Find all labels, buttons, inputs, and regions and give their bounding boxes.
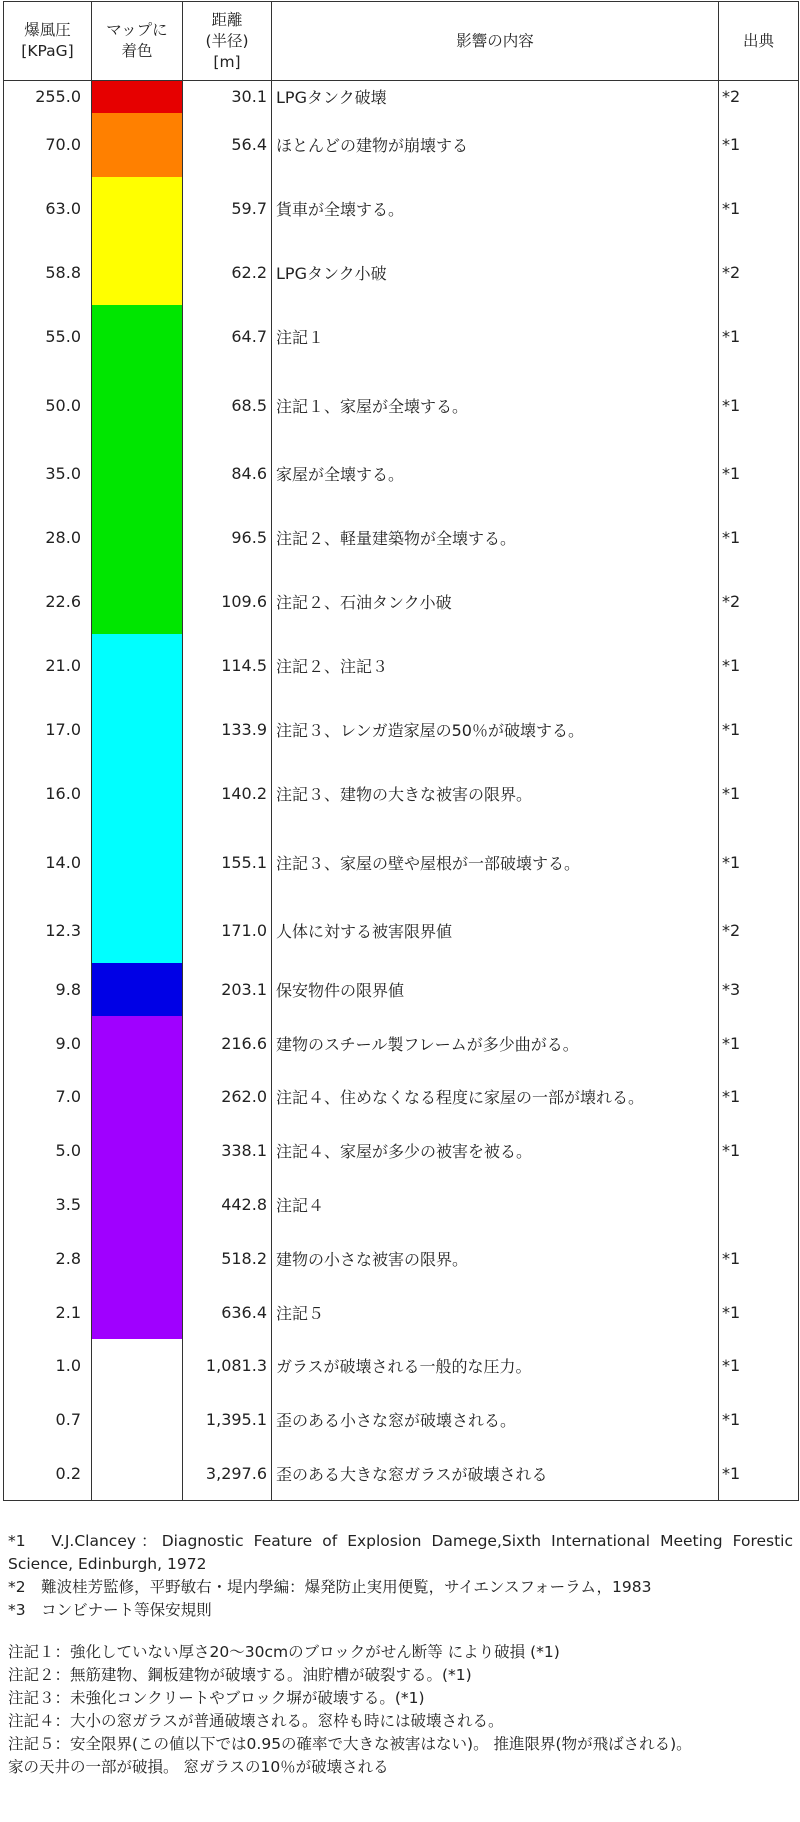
cell-effect: 貨車が全壊する。 (272, 177, 719, 241)
color-swatch (92, 826, 182, 898)
cell-pressure: 35.0 (4, 441, 92, 505)
header-effect: 影響の内容 (272, 2, 719, 81)
header-pressure-line2: [KPaG] (21, 42, 74, 60)
cell-effect: 注記５ (272, 1285, 719, 1339)
cell-map-color (92, 1446, 183, 1500)
cell-distance: 203.1 (183, 963, 272, 1017)
cell-source: *1 (719, 113, 799, 177)
cell-map-color (92, 1124, 183, 1178)
cell-effect: 人体に対する被害限界値 (272, 898, 719, 962)
color-swatch (92, 570, 182, 634)
cell-map-color (92, 1231, 183, 1285)
cell-map-color (92, 1016, 183, 1070)
header-color-line2: 着色 (121, 42, 153, 60)
cell-source: *1 (719, 1231, 799, 1285)
table-row (4, 898, 799, 962)
cell-source: *1 (719, 826, 799, 898)
cell-distance: 3,297.6 (183, 1446, 272, 1500)
cell-distance: 1,395.1 (183, 1393, 272, 1447)
table-row (4, 1070, 799, 1124)
cell-map-color (92, 570, 183, 634)
table-header (4, 2, 799, 81)
cell-pressure: 58.8 (4, 241, 92, 305)
color-swatch (92, 698, 182, 762)
cell-pressure: 63.0 (4, 177, 92, 241)
cell-source: *1 (719, 441, 799, 505)
cell-effect: 注記２、軽量建築物が全壊する。 (272, 505, 719, 569)
cell-distance: 216.6 (183, 1016, 272, 1070)
note-5: 注記５：安全限界(この値以下では0.95の確率で大きな被害はない)。 推進限界(物が飛ばされる)。 (8, 1735, 692, 1753)
cell-map-color (92, 826, 183, 898)
cell-map-color (92, 81, 183, 113)
cell-pressure: 50.0 (4, 369, 92, 441)
cell-effect: 注記２、石油タンク小破 (272, 570, 719, 634)
cell-effect: 注記１、家屋が全壊する。 (272, 369, 719, 441)
cell-effect: 注記４、住めなくなる程度に家屋の一部が壊れる。 (272, 1070, 719, 1124)
cell-distance: 30.1 (183, 81, 272, 113)
cell-source: *1 (719, 505, 799, 569)
cell-pressure: 16.0 (4, 762, 92, 826)
table-row (4, 241, 799, 305)
cell-source: *1 (719, 762, 799, 826)
cell-source: *2 (719, 898, 799, 962)
cell-effect: LPGタンク破壊 (272, 81, 719, 113)
cell-distance: 133.9 (183, 698, 272, 762)
color-swatch (92, 505, 182, 569)
reference-3: *3 コンビナート等保安規則 (8, 1601, 212, 1619)
color-swatch (92, 241, 182, 305)
cell-effect: 注記１ (272, 305, 719, 369)
cell-distance: 338.1 (183, 1124, 272, 1178)
cell-effect: 保安物件の限界値 (272, 963, 719, 1017)
table-row (4, 570, 799, 634)
cell-effect: LPGタンク小破 (272, 241, 719, 305)
color-swatch (92, 441, 182, 505)
cell-source: *2 (719, 241, 799, 305)
cell-map-color (92, 898, 183, 962)
table-row (4, 634, 799, 698)
color-swatch (92, 1339, 182, 1393)
cell-map-color (92, 1070, 183, 1124)
cell-pressure: 3.5 (4, 1178, 92, 1232)
cell-pressure: 2.8 (4, 1231, 92, 1285)
table-row (4, 698, 799, 762)
cell-distance: 64.7 (183, 305, 272, 369)
color-swatch (92, 1446, 182, 1500)
cell-pressure: 70.0 (4, 113, 92, 177)
cell-map-color (92, 634, 183, 698)
cell-source: *1 (719, 1124, 799, 1178)
color-swatch (92, 1231, 182, 1285)
reference-1: *1 V.J.Clancey：Diagnostic Feature of Explosion Damege,Sixth International Meeting Forestic Science, Edinburgh, 1972 (8, 1532, 793, 1573)
cell-distance: 1,081.3 (183, 1339, 272, 1393)
note-1: 注記１：強化していない厚さ20～30cmのブロックがせん断等 により破損 (*1) (8, 1643, 560, 1661)
header-color-line1: マップに (106, 21, 168, 39)
cell-source: *1 (719, 1339, 799, 1393)
header-distance-line3: [m] (213, 52, 241, 71)
spacer (8, 1622, 793, 1641)
cell-distance: 171.0 (183, 898, 272, 962)
cell-distance: 62.2 (183, 241, 272, 305)
cell-effect: ほとんどの建物が崩壊する (272, 113, 719, 177)
cell-source: *1 (719, 1393, 799, 1447)
color-swatch (92, 81, 182, 113)
table-row (4, 826, 799, 898)
color-swatch (92, 177, 182, 241)
cell-effect: 注記３、建物の大きな被害の限界。 (272, 762, 719, 826)
cell-source: *1 (719, 369, 799, 441)
cell-map-color (92, 241, 183, 305)
table-row (4, 1393, 799, 1447)
cell-pressure: 0.7 (4, 1393, 92, 1447)
cell-map-color (92, 113, 183, 177)
table-row (4, 1339, 799, 1393)
blast-pressure-table (3, 1, 799, 1501)
color-swatch (92, 1178, 182, 1232)
cell-distance: 59.7 (183, 177, 272, 241)
table-row (4, 963, 799, 1017)
cell-pressure: 21.0 (4, 634, 92, 698)
table-body (4, 81, 799, 1501)
cell-source: *1 (719, 1446, 799, 1500)
color-swatch (92, 1393, 182, 1447)
cell-distance: 114.5 (183, 634, 272, 698)
cell-distance: 155.1 (183, 826, 272, 898)
cell-map-color (92, 1178, 183, 1232)
table-row (4, 177, 799, 241)
cell-source: *1 (719, 634, 799, 698)
cell-pressure: 1.0 (4, 1339, 92, 1393)
cell-source: *1 (719, 1285, 799, 1339)
cell-pressure: 9.8 (4, 963, 92, 1017)
cell-map-color (92, 698, 183, 762)
table-row (4, 1016, 799, 1070)
table-row (4, 441, 799, 505)
cell-pressure: 7.0 (4, 1070, 92, 1124)
color-swatch (92, 898, 182, 962)
cell-distance: 140.2 (183, 762, 272, 826)
cell-source: *1 (719, 177, 799, 241)
cell-pressure: 12.3 (4, 898, 92, 962)
table-row (4, 113, 799, 177)
cell-source: *2 (719, 81, 799, 113)
cell-pressure: 14.0 (4, 826, 92, 898)
header-distance-line1: 距離 (211, 10, 243, 29)
cell-pressure: 22.6 (4, 570, 92, 634)
cell-map-color (92, 441, 183, 505)
cell-pressure: 2.1 (4, 1285, 92, 1339)
header-source: 出典 (719, 2, 799, 81)
table-row (4, 1285, 799, 1339)
cell-source: *1 (719, 305, 799, 369)
cell-map-color (92, 963, 183, 1017)
cell-map-color (92, 305, 183, 369)
table-row (4, 1446, 799, 1500)
table-row (4, 81, 799, 113)
header-distance (183, 2, 272, 81)
cell-pressure: 9.0 (4, 1016, 92, 1070)
cell-map-color (92, 369, 183, 441)
color-swatch (92, 963, 182, 1017)
table-row (4, 505, 799, 569)
color-swatch (92, 1070, 182, 1124)
color-swatch (92, 113, 182, 177)
cell-effect: 歪のある大きな窓ガラスが破壊される (272, 1446, 719, 1500)
cell-distance: 96.5 (183, 505, 272, 569)
cell-distance: 636.4 (183, 1285, 272, 1339)
color-swatch (92, 1285, 182, 1339)
footnotes (8, 1530, 793, 1779)
header-pressure (4, 2, 92, 81)
color-swatch (92, 634, 182, 698)
cell-map-color (92, 1393, 183, 1447)
cell-map-color (92, 762, 183, 826)
cell-pressure: 55.0 (4, 305, 92, 369)
color-swatch (92, 369, 182, 441)
cell-distance: 68.5 (183, 369, 272, 441)
cell-distance: 442.8 (183, 1178, 272, 1232)
color-swatch (92, 1016, 182, 1070)
cell-effect: 注記３、レンガ造家屋の50％が破壊する。 (272, 698, 719, 762)
note-4: 注記４：大小の窓ガラスが普通破壊される。窓枠も時には破壊される。 (8, 1712, 504, 1730)
cell-effect: 注記４、家屋が多少の被害を被る。 (272, 1124, 719, 1178)
table-row (4, 305, 799, 369)
cell-source: *3 (719, 963, 799, 1017)
cell-effect: 注記４ (272, 1178, 719, 1232)
cell-effect: 注記２、注記３ (272, 634, 719, 698)
cell-pressure: 255.0 (4, 81, 92, 113)
cell-map-color (92, 1285, 183, 1339)
table-row (4, 1178, 799, 1232)
cell-distance: 109.6 (183, 570, 272, 634)
cell-distance: 84.6 (183, 441, 272, 505)
reference-2: *2 難波桂芳監修，平野敏右・堤内學編：爆発防止実用便覧，サイエンスフォーラム，1983 (8, 1578, 652, 1596)
cell-map-color (92, 505, 183, 569)
cell-distance: 262.0 (183, 1070, 272, 1124)
cell-effect: 家屋が全壊する。 (272, 441, 719, 505)
cell-pressure: 28.0 (4, 505, 92, 569)
cell-source: *1 (719, 698, 799, 762)
cell-distance: 56.4 (183, 113, 272, 177)
color-swatch (92, 762, 182, 826)
table-row (4, 1124, 799, 1178)
cell-source: *2 (719, 570, 799, 634)
cell-effect: 歪のある小さな窓が破壊される。 (272, 1393, 719, 1447)
header-color (92, 2, 183, 81)
note-2: 注記２：無筋建物、鋼板建物が破壊する。油貯槽が破裂する。(*1) (8, 1666, 472, 1684)
cell-effect: 建物のスチール製フレームが多少曲がる。 (272, 1016, 719, 1070)
color-swatch (92, 1124, 182, 1178)
table-row (4, 762, 799, 826)
note-5-cont: 家の天井の一部が破損。 窓ガラスの10％が破壊される (8, 1758, 389, 1776)
note-3: 注記３：未強化コンクリートやブロック塀が破壊する。(*1) (8, 1689, 425, 1707)
cell-pressure: 5.0 (4, 1124, 92, 1178)
cell-source: *1 (719, 1070, 799, 1124)
cell-source (719, 1178, 799, 1232)
color-swatch (92, 305, 182, 369)
cell-source: *1 (719, 1016, 799, 1070)
cell-pressure: 0.2 (4, 1446, 92, 1500)
cell-pressure: 17.0 (4, 698, 92, 762)
cell-effect: ガラスが破壊される一般的な圧力。 (272, 1339, 719, 1393)
table-row (4, 1231, 799, 1285)
cell-effect: 注記３、家屋の壁や屋根が一部破壊する。 (272, 826, 719, 898)
cell-effect: 建物の小さな被害の限界。 (272, 1231, 719, 1285)
cell-map-color (92, 1339, 183, 1393)
table-row (4, 369, 799, 441)
cell-distance: 518.2 (183, 1231, 272, 1285)
header-pressure-line1: 爆風圧 (24, 21, 71, 39)
header-distance-line2: (半径) (205, 31, 249, 50)
cell-map-color (92, 177, 183, 241)
